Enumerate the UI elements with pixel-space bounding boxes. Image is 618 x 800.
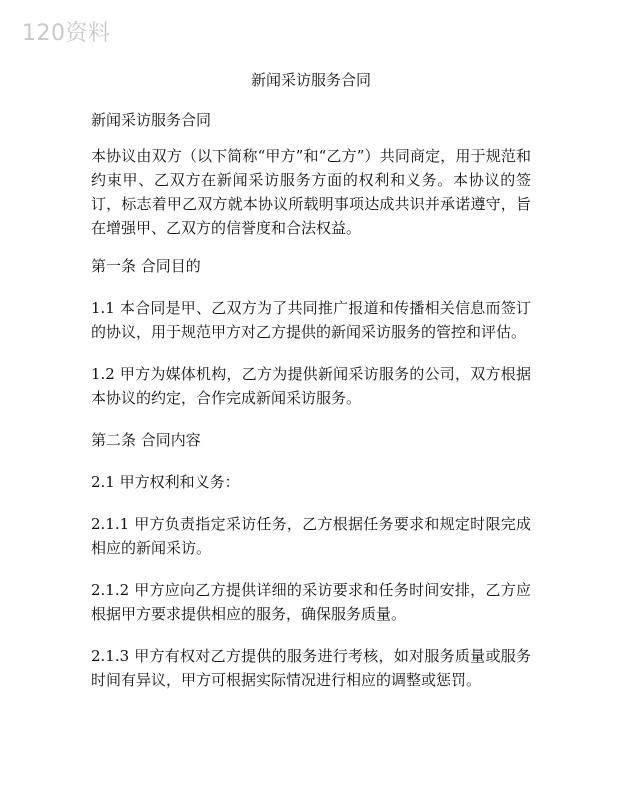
article-1-heading: 第一条 合同目的 [91,257,201,275]
intro-paragraph: 本协议由双方（以下简称“甲方”和“乙方”）共同商定，用于规范和约束甲、乙双方在新闻采访服务方面的权利和义务。本协议的签订，标志着甲乙双方就本协议所载明事项达成共识并承诺遵守，旨在增强甲、乙双方的信誉度和合法权益。 [91,147,531,237]
article-2-heading: 第二条 合同内容 [91,431,201,449]
watermark-logo: 120资料 [22,21,111,46]
clause-2-1-2: 2.1.2 甲方应向乙方提供详细的采访要求和任务时间安排，乙方应根据甲方要求提供相应的服务，确保服务质量。 [91,581,531,623]
clause-2-1: 2.1 甲方权利和义务： [91,473,240,491]
document-page [91,70,531,704]
clause-2-1-1: 2.1.1 甲方负责指定采访任务，乙方根据任务要求和规定时限完成相应的新闻采访。 [91,515,531,557]
clause-2-1-3: 2.1.3 甲方有权对乙方提供的服务进行考核，如对服务质量或服务时间有异议，甲方可根据实际情况进行相应的调整或惩罚。 [91,647,531,689]
clause-1-2: 1.2 甲方为媒体机构，乙方为提供新闻采访服务的公司，双方根据本协议的约定，合作完成新闻采访服务。 [91,365,531,407]
document-subtitle: 新闻采访服务合同 [91,111,212,129]
clause-1-1: 1.1 本合同是甲、乙双方为了共同推广报道和传播相关信息而签订的协议，用于规范甲方对乙方提供的新闻采访服务的管控和评估。 [91,299,531,341]
document-title: 新闻采访服务合同 [250,71,371,89]
